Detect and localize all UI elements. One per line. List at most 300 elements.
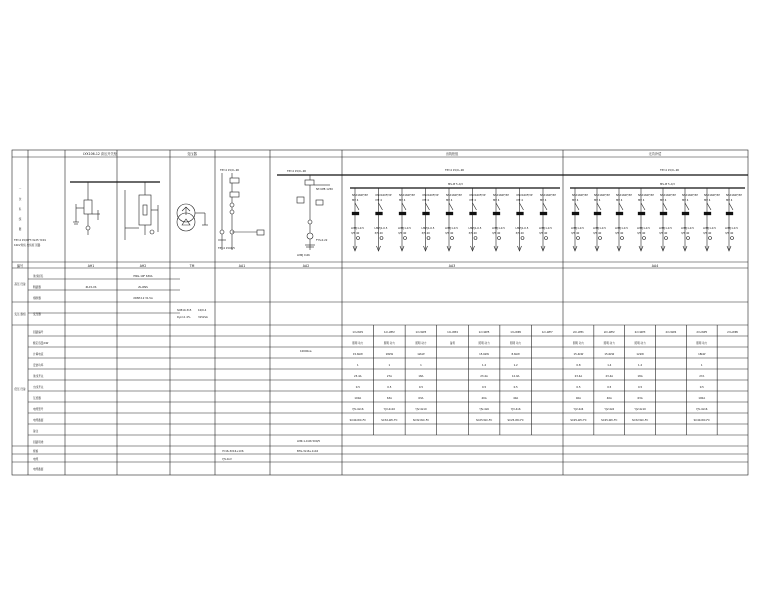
feeder-ct — [451, 237, 454, 240]
lv-cell-cable_type: YJV-4x10 — [383, 408, 396, 411]
feeder-breaker-block — [616, 212, 623, 215]
feeder-breaker-block — [352, 212, 359, 215]
lv-cell-outgoing: 0.5 — [387, 386, 392, 389]
lv-cell-outgoing: 0.5 — [513, 386, 518, 389]
lv-cell-current: 15.6kW — [604, 353, 615, 356]
lv-row-label: 电缆截面 — [33, 419, 44, 422]
feeder-rating-label: ME 4 — [352, 199, 359, 202]
lv-row-label: 备注 — [33, 430, 39, 433]
lv-circuit-id: 2m-WP6 — [727, 331, 738, 334]
aa1-lv-note: 1000Kva — [300, 350, 312, 353]
outgoing-bus — [342, 168, 563, 188]
lv-cell-ct: 40A — [575, 397, 581, 400]
capacitor-bus — [563, 168, 748, 188]
primary-note-2: 10kV进线 出线柜 回路 — [14, 244, 41, 247]
lv-cell-cable_section: SC32-WC-FC — [381, 419, 398, 422]
feeder-breaker-label: NSX160F/3P — [540, 194, 556, 197]
lv-circuit-id: 1m-WP1 — [352, 331, 364, 334]
feeder-switch — [707, 203, 711, 210]
aa1-cable2: YJV-1kV — [222, 458, 232, 461]
lv-circuit-id: 2m-WP4 — [665, 331, 677, 334]
feeder-breaker-block — [660, 212, 667, 215]
feeder-breaker-label: NSX160F/3P — [375, 194, 392, 197]
feeder-breaker-block — [446, 212, 453, 215]
feeder-circuit — [398, 188, 415, 251]
feeder-breaker-label: NSX160F/3P — [352, 194, 368, 197]
panel-id: AA3 — [448, 264, 456, 268]
feeder-breaker-label: NSX160F/3P — [726, 194, 742, 197]
feeder-ct — [687, 237, 690, 240]
feeder-switch — [619, 203, 623, 210]
lv-cell-outgoing: 0.5 — [638, 386, 643, 389]
feeder-ct — [643, 237, 646, 240]
feeder-ct — [731, 237, 734, 240]
feeder-switch — [543, 203, 547, 210]
lv-cell-incoming: 27A — [699, 375, 705, 378]
feeder-ct-label: LMZJ1-0.5 — [593, 227, 606, 230]
feeder-breaker-block — [540, 212, 547, 215]
lv-cell-current: 8.6kW — [511, 353, 520, 356]
lv-circuit-id: 1m-WP2 — [383, 331, 395, 334]
feeder-breaker-label: NSX160F/3P — [422, 194, 439, 197]
feeder-ct — [665, 237, 668, 240]
lv-cell-capacity: 照明 动力 — [510, 342, 522, 345]
lv-circuit-id: 2m-WP5 — [696, 331, 708, 334]
feeder-breaker-block — [594, 212, 601, 215]
lv-cell-cable_section: SC32-WC-FC — [412, 419, 430, 422]
lv-row-label: 回路用途 — [33, 441, 44, 444]
lv-cell-ct: 40A — [606, 397, 612, 400]
cap-bus-label: TPY-4 15/9~90 — [660, 169, 680, 172]
feeder-switch — [641, 203, 645, 210]
lv-cell-cable_section: SC32-WC-FC — [631, 419, 649, 422]
lv-circuit-id: 2m-WP2 — [603, 331, 615, 334]
feeder-circuit — [637, 188, 654, 251]
feeder-ct-label: LMZJ1-0.5 — [571, 227, 584, 230]
lv-cell-current: 15.4kW — [573, 353, 584, 356]
lv-cell-capacity: 照明 动力 — [696, 342, 708, 345]
lv-cell-ct: 63A — [637, 397, 643, 400]
lv-circuit-id: 2m-WP3 — [634, 331, 646, 334]
feeder-rating-label: ME 4 — [399, 199, 406, 202]
aa1-cable: YC16-3X16+1X6 — [222, 450, 244, 453]
lv-row-label: 回路编号 — [33, 331, 44, 334]
tm-spec-1b: 10/0.4 — [198, 309, 207, 312]
lv-cell-incoming: 18A — [418, 375, 424, 378]
lv-cell-capacity: 备用 — [449, 342, 456, 345]
section-capacitor: 无功补偿 — [648, 152, 662, 156]
lv-row-label: 额定容量/kW — [33, 342, 49, 345]
feeder-circuit — [516, 188, 533, 251]
feeder-ct — [427, 237, 430, 240]
feeder-rating-label: ME 4 — [638, 199, 645, 202]
lv-cell-capacity: 照明 动力 — [415, 342, 427, 345]
feeder-circuit — [492, 188, 509, 251]
aa1-circuit — [218, 168, 264, 250]
lv-cell-incoming: 27A — [386, 375, 392, 378]
feeder-ct — [474, 237, 477, 240]
feeder-rating-label: ME 4 — [446, 199, 453, 202]
ah1-circuit — [73, 182, 100, 235]
feeder-breaker-label: NSX160F/3P — [469, 194, 486, 197]
feeder-rating-label: ME 4 — [422, 199, 429, 202]
feeder-circuit — [375, 188, 392, 251]
feeder-breaker-block — [517, 212, 524, 215]
feeder-switch — [685, 203, 689, 210]
feeder-breaker-block — [682, 212, 689, 215]
lv-cell-capacity: 照明 动力 — [383, 342, 395, 345]
feeder-ct — [545, 237, 548, 240]
lv-cell-cable_type: YJV-4x16 — [696, 408, 708, 411]
lv-row-label: 电缆型号 — [33, 408, 44, 411]
aa2-switch-label: NT-UPB 1250 — [316, 188, 333, 191]
row-primary-label: 一 — [18, 188, 22, 191]
lv-cell-ct: 100A — [354, 397, 362, 400]
aa2-protection: LMZ-1-0.66 500/5 — [297, 440, 321, 443]
feeder-circuit — [571, 188, 588, 251]
lv-cell-ct: 40A — [513, 397, 519, 400]
feeder-circuit — [681, 188, 698, 251]
feeder-breaker-block — [704, 212, 711, 215]
feeder-switch — [355, 203, 359, 210]
feeder-ct-label: LMZJ1-0.5 — [615, 227, 628, 230]
panel-id: AH2 — [139, 264, 147, 268]
transformer-group-label: 变压 器组 — [14, 313, 26, 316]
feeder-ct — [521, 237, 524, 240]
lv-cell-current: 12kW — [636, 353, 644, 356]
ah2-circuit — [125, 182, 158, 240]
feeder-rating-label: ME 4 — [616, 199, 623, 202]
feeder-ct-label: LMZJ1-0.5 — [637, 227, 650, 230]
feeder-circuit — [539, 188, 556, 251]
feeder-ct-label: LMZJ1-0.5 — [659, 227, 672, 230]
feeder-breaker-label: NSX160F/3P — [572, 194, 588, 197]
feeder-breaker-label: NSX160F/3P — [682, 194, 698, 197]
ah2-breaker: ZL-RNS — [138, 286, 148, 289]
lv-cell-capacity: 照明 动力 — [478, 342, 490, 345]
lv-cell-cable_section: SC40-WC-FC — [693, 419, 710, 422]
hv-values — [86, 274, 153, 300]
feeder-rating-label: ME 4 — [704, 199, 711, 202]
extra-row-1: 电缆 — [33, 458, 39, 461]
panel-id: AH1 — [87, 264, 95, 268]
extra-row-0: 规格 — [33, 450, 39, 453]
lv-cell-capacity: 照明 动力 — [352, 342, 364, 345]
hv-sub1: 进线柜名 — [33, 275, 44, 278]
transformer-specs — [177, 308, 208, 319]
lv-cell-current: 12kW — [417, 353, 425, 356]
feeder-breaker-label: NSX160F/3P — [704, 194, 720, 197]
lv-cell-ct: 63A — [418, 397, 424, 400]
lv-cell-cable_type: YJV-4x6 — [573, 408, 584, 411]
lv-cell-capacity: 照明 动力 — [603, 342, 615, 345]
lv-circuit-id: 1m-WP4 — [447, 331, 458, 334]
tm-spec-2a: Dyn11 4% — [177, 316, 191, 319]
feeder-switch — [597, 203, 601, 210]
lv-cell-cable_type: YJV-4x10 — [634, 408, 646, 411]
lv-cell-install: 1.4 — [607, 364, 612, 367]
primary-note-1: TPY-4 15/9 FT-3x25 YC01 — [14, 239, 47, 242]
feeder-circuit — [615, 188, 632, 251]
feeder-switch — [520, 203, 524, 210]
lv-cell-incoming: 18A — [637, 375, 643, 378]
lv-row-label: 出线开关 — [33, 386, 44, 389]
feeder-breaker-label: NSX160F/3P — [399, 194, 415, 197]
feeder-ct-ratio: 3/5 40 — [571, 232, 580, 235]
lv-cell-cable_section: SC25-WC-FC — [601, 419, 618, 422]
feeder-ct-label: LMZJ1-0.5 — [681, 227, 694, 230]
feeder-breaker-label: NSX160F/3P — [594, 194, 610, 197]
lv-circuit-id: 1m-WP6 — [510, 331, 522, 334]
ah1-breaker: ZL15-XS — [85, 286, 97, 289]
feeder-ct-label: LMZJ1-0.5 — [374, 227, 388, 230]
lv-cell-cable_type: YJV-4x16 — [352, 408, 364, 411]
lv-cell-outgoing: 0.5 — [482, 386, 487, 389]
feeder-ct-label: LMZJ1-0.5 — [515, 227, 529, 230]
aa-values — [222, 349, 320, 461]
section-incoming: LYX106-12 高压开关柜 — [83, 152, 117, 156]
feeder-switch — [663, 203, 667, 210]
feeder-ct — [380, 237, 383, 240]
outgoing-bus-label: TPY-4 15/9~90 — [445, 169, 465, 172]
feeder-switch — [729, 203, 733, 210]
feeder-breaker-block — [726, 212, 733, 215]
lv-cell-cable_type: YJV-4x6 — [604, 408, 615, 411]
lv-circuit-id: 2m-WP1 — [573, 331, 584, 334]
lv-cell-outgoing: 0.5 — [418, 386, 423, 389]
feeder-ct-label: LMZJ1-0.5 — [351, 227, 364, 230]
lv-cell-cable_type: YJV-4x10 — [415, 408, 427, 411]
feeder-ct-label: LMZJ1-0.5 — [445, 227, 458, 230]
feeder-breaker-label: NSX160F/3P — [493, 194, 509, 197]
feeder-breaker-block — [376, 212, 383, 215]
feeder-circuit — [445, 188, 462, 251]
svg-text:系: 系 — [18, 208, 22, 211]
tm-spec-2b: 315kVA — [198, 316, 208, 319]
lv-cell-install: 0.8 — [576, 364, 581, 367]
aa2-arrester-label: FYS-0.22 — [316, 239, 328, 242]
panel-id: AA4 — [651, 264, 659, 268]
feeder-ct-ratio: 3/5 40 — [637, 232, 646, 235]
feeder-circuit — [422, 188, 439, 251]
feeder-ct — [357, 237, 360, 240]
lv-circuit-id: 1m-WP3 — [415, 331, 427, 334]
feeder-circuit — [659, 188, 676, 251]
section-outgoing: 出线柜组 — [445, 152, 459, 156]
feeder-ct-ratio: 3/5 40 — [445, 232, 454, 235]
lv-cell-outgoing: 0.5 — [699, 386, 704, 389]
feeder-breaker-block — [572, 212, 579, 215]
feeder-ct-label: LMZJ1-0.5 — [703, 227, 716, 230]
panel-id: AA1 — [238, 264, 246, 268]
lv-cell-incoming: 23.4A — [354, 375, 362, 378]
left-labels — [14, 188, 46, 391]
lv-cell-install: 1.2 — [638, 364, 643, 367]
lv-circuit-id: 1m-WP5 — [478, 331, 490, 334]
feeder-circuit — [725, 188, 742, 251]
feeder-ct-ratio: 3/5 40 — [468, 232, 477, 235]
ah2-fuse: XRNT-12 31.5A — [133, 297, 153, 300]
feeder-circuit — [351, 188, 368, 251]
feeder-ct — [498, 237, 501, 240]
lv-cell-ct: 100A — [698, 397, 706, 400]
lv-cell-cable_section: SC25-WC-FC — [475, 419, 493, 422]
feeder-ct-label: LMZJ1-0.5 — [398, 227, 411, 230]
feeder-ct-ratio: 3/5 40 — [398, 232, 407, 235]
lv-cell-cable_type: YJV-4x6 — [510, 408, 521, 411]
aa1-bus-label: TPY-4 15/9~90 — [220, 169, 240, 172]
feeder-switch — [496, 203, 500, 210]
feeder-ct-label: LMZJ1-0.5 — [468, 227, 482, 230]
lv-row-label: 安装功率 — [33, 364, 44, 367]
lv-cell-install: 1 — [700, 364, 703, 367]
transformer-symbol — [177, 204, 208, 231]
feeder-rating-label: ME 4 — [660, 199, 667, 202]
feeder-ct-ratio: 3/5 40 — [351, 232, 360, 235]
lv-cell-install: 1.2 — [513, 364, 518, 367]
lv-cell-cable_type: YJV-4x6 — [479, 408, 489, 411]
feeder-rating-label: ME 4 — [493, 199, 500, 202]
lv-cell-incoming: 23.4A — [480, 375, 488, 378]
transformer-sub: 变压器 — [33, 313, 41, 316]
feeder-ct-ratio: 3/5 40 — [725, 232, 734, 235]
feeder-ct-label: LMZJ1-0.5 — [725, 227, 738, 230]
tm-spec-1a: SCB10-315 — [177, 309, 192, 312]
feeder-ct-label: LMZJ1-0.5 — [539, 227, 552, 230]
lv-cell-cable_section: SC40-WC-FC — [349, 419, 366, 422]
panel-id: TM — [189, 264, 195, 268]
feeder-ct-ratio: 3/5 40 — [681, 232, 690, 235]
aa2-bus-label: TPY-4 15/9~90 — [287, 170, 307, 173]
feeder-rating-label: ME 4 — [516, 199, 523, 202]
feeder-ct-ratio: 3/5 40 — [615, 232, 624, 235]
lv-cell-incoming: 23.4A — [574, 375, 583, 378]
feeder-switch — [379, 203, 383, 210]
feeder-ct-ratio: 3/5 40 — [539, 232, 548, 235]
feeder-rating-label: ME 4 — [572, 199, 579, 202]
feeder-rating-label: ME 4 — [726, 199, 733, 202]
feeder-ct-ratio: 3/5 40 — [515, 232, 524, 235]
feeder-rating-label: ME 4 — [540, 199, 547, 202]
feeder-circuit — [703, 188, 720, 251]
svg-text:图: 图 — [18, 228, 22, 231]
lv-group-label: 低压 设备 — [14, 388, 26, 391]
feeder-ct-ratio: 3/5 40 — [659, 232, 668, 235]
feeder-breaker-block — [470, 212, 477, 215]
feeder-breaker-label: NSX160F/3P — [638, 194, 654, 197]
feeder-ct — [577, 237, 580, 240]
lv-cell-current: 15.6kW — [479, 353, 489, 356]
aa2-busbar-note: BHL-3x16+1x16 — [297, 450, 319, 453]
feeder-switch — [575, 203, 579, 210]
feeder-circuits — [351, 188, 742, 251]
feeder-ct — [404, 237, 407, 240]
feeder-breaker-label: NSX160F/3P — [516, 194, 533, 197]
feeder-ct-label: LMZJ1-0.5 — [421, 227, 435, 230]
feeder-switch — [473, 203, 477, 210]
feeder-rating-label: ME 4 — [375, 199, 382, 202]
lv-cell-outgoing: 0.5 — [607, 386, 612, 389]
feeder-breaker-block — [638, 212, 645, 215]
ah2-name: HNG-10F 630A — [133, 275, 153, 278]
feeder-ct — [599, 237, 602, 240]
lv-cell-install: 1.2 — [482, 364, 487, 367]
cap-sub-label: MS-IP 5 A/3 — [660, 183, 675, 186]
feeder-switch — [426, 203, 430, 210]
section-transformer: 变压器 — [187, 152, 197, 156]
feeder-ct — [709, 237, 712, 240]
feeder-ct-label: LMZJ1-0.5 — [492, 227, 505, 230]
feeder-rating-label: ME 4 — [469, 199, 476, 202]
feeder-circuit — [469, 188, 486, 251]
lv-cell-install: 1 — [420, 364, 422, 367]
lv-row-label: 互感器 — [33, 397, 41, 400]
feeder-ct-ratio: 3/5 40 — [593, 232, 602, 235]
feeder-ct-ratio: 3/5 40 — [492, 232, 501, 235]
panel-id: AA2 — [302, 264, 310, 268]
aa2-meter-label: LMZJ 0.66 — [297, 254, 310, 257]
lv-cell-capacity: 照明 动力 — [634, 342, 646, 345]
lv-cell-ct: 40A — [481, 397, 487, 400]
feeder-breaker-label: NSX160F/3P — [616, 194, 632, 197]
lv-cell-capacity: 照明 动力 — [572, 342, 585, 345]
feeder-rating-label: ME 4 — [682, 199, 689, 202]
aa2-circuit — [277, 169, 342, 257]
panel-no-label: 编号 — [16, 264, 24, 268]
lv-cell-install: 1 — [356, 364, 359, 367]
feeder-ct-ratio: 3/5 40 — [421, 232, 430, 235]
extra-row-labels — [33, 449, 44, 471]
lv-cell-install: 1 — [388, 364, 391, 367]
lv-circuit-id: 1m-WP7 — [541, 331, 553, 334]
lv-cell-incoming: 23.4A — [605, 375, 614, 378]
panel-ids — [88, 264, 659, 268]
feeder-switch — [449, 203, 453, 210]
hv-sub2: 断路器 — [33, 286, 41, 289]
feeder-breaker-block — [423, 212, 430, 215]
primary-diagram — [70, 168, 748, 257]
feeder-breaker-label: NSX160F/3P — [660, 194, 676, 197]
lv-table-values — [350, 330, 739, 422]
extra-row-2: 电缆截面 — [33, 468, 44, 471]
hv-sub3: 熔断器 — [33, 297, 41, 300]
hv-equipment-label: 高压 设备 — [14, 283, 26, 286]
svg-text:统: 统 — [18, 218, 22, 221]
aa1-meter-label: TPY-4 1504/5 — [218, 247, 235, 250]
lv-cell-current: 15.6kW — [352, 353, 363, 356]
feeder-breaker-label: NSX160F/3P — [446, 194, 462, 197]
feeder-switch — [402, 203, 406, 210]
outgoing-sub-label: MS-IP 5 A/3 — [448, 183, 463, 186]
feeder-breaker-block — [399, 212, 406, 215]
feeder-rating-label: ME 4 — [594, 199, 601, 202]
lv-cell-outgoing: 0.5 — [355, 386, 360, 389]
lv-row-label: 计算电流 — [33, 353, 44, 356]
lv-cell-cable_section: SC25-WC-FC — [507, 419, 524, 422]
lv-cell-current: 18kW — [385, 353, 394, 356]
lv-cell-ct: 63A — [386, 397, 392, 400]
feeder-ct-ratio: 3/5 40 — [374, 232, 383, 235]
feeder-ct-ratio: 3/5 40 — [703, 232, 712, 235]
lv-cell-current: 18kW — [698, 353, 706, 356]
svg-text:次: 次 — [18, 198, 22, 201]
lv-cell-incoming: 12.9A — [511, 375, 520, 378]
lv-row-label: 进线开关 — [33, 375, 44, 378]
feeder-circuit — [593, 188, 610, 251]
feeder-ct — [621, 237, 624, 240]
lv-cell-cable_section: SC25-WC-FC — [570, 419, 587, 422]
lv-cell-outgoing: 0.5 — [576, 386, 581, 389]
